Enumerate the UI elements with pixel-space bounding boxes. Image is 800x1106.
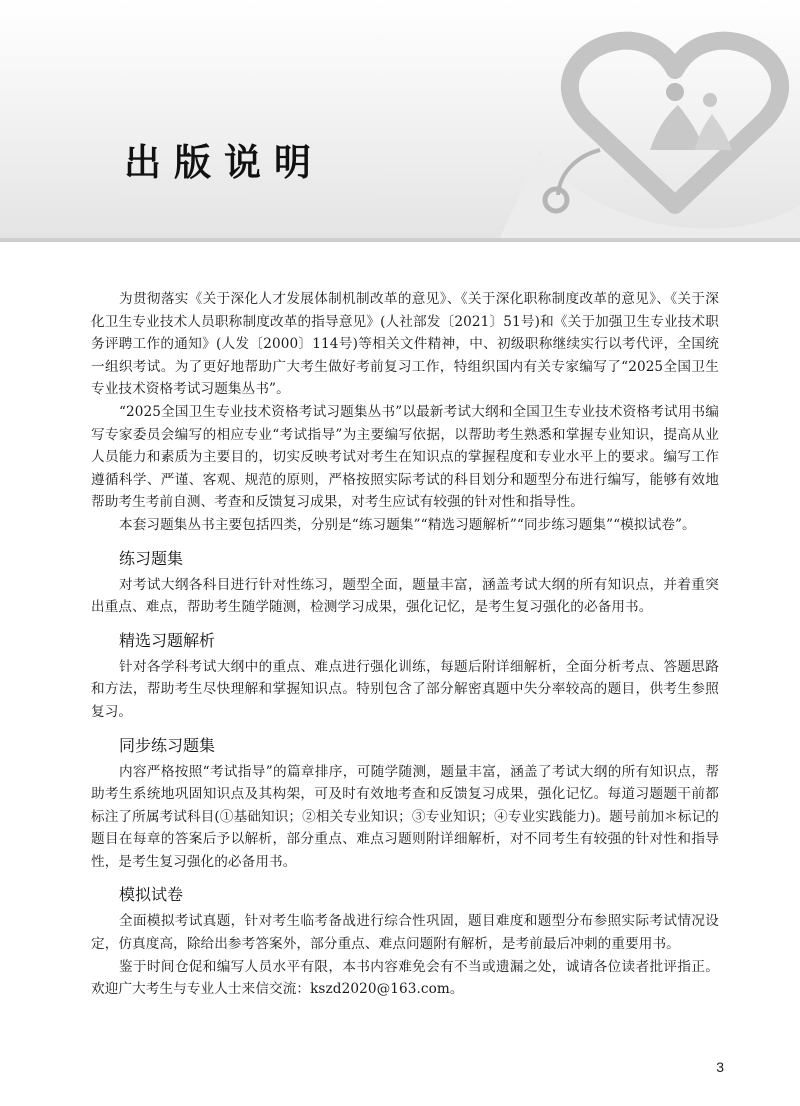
- section-text-sync: 内容严格按照“考试指导”的篇章排序，可随学随测，题量丰富，涵盖了考试大纲的所有知识点，帮助考生系统地巩固知识点及其构架，可及时有效地考查和反馈复习成果，强化记忆。每道习题题干前都标注了所属考试科目(①基础知识；②相关专业知识；③专业知识；④专业实践能力)。题号前加＊标记的题目在每章的答案后予以解析，部分重点、难点习题则附详细解析，对不同考生有较强的针对性和指导性，是考生复习强化的必备用书。: [91, 763, 719, 870]
- section-heading-practice: 练习题集: [119, 548, 184, 568]
- section-text-practice: 对考试大纲各科目进行针对性练习，题型全面，题量丰富，涵盖考试大纲的所有知识点，并着重突出重点、难点，帮助考生随学随测，检测学习成果，强化记忆，是考生复习强化的必备用书。: [91, 576, 719, 616]
- section-heading-analysis: 精选习题解析: [119, 630, 216, 650]
- intro-paragraph-1: 为贯彻落实《关于深化人才发展体制机制改革的意见》、《关于深化职称制度改革的意见》、《关于深化卫生专业技术人员职称制度改革的指导意见》(人社部发〔2021〕51号)和《关于加强卫生专业技术职务评聘工作的通知》(人发〔2000〕114号)等相关文件精神，中、初级职称继续实行以考代评，全国统一组织考试。为了更好地帮助广大考生做好考前复习工作，特组织国内有关专家编写了“2025全国卫生专业技术资格考试习题集丛书”。: [91, 291, 719, 398]
- section-heading-sync: 同步练习题集: [119, 735, 216, 755]
- document-body: [91, 288, 719, 1001]
- page-header: [0, 0, 800, 242]
- closing-paragraph: 鉴于时间仓促和编写人员水平有限，本书内容难免会有不当或遗漏之处，诚请各位读者批评指正。欢迎广大考生与专业人士来信交流：kszd2020@163.com。: [91, 958, 719, 998]
- intro-paragraph-3: 本套习题集丛书主要包括四类，分别是“练习题集”“精选习题解析”“同步练习题集”“模拟试卷”。: [119, 516, 696, 533]
- section-heading-mock: 模拟试卷: [119, 885, 184, 905]
- page-number: 3: [716, 1059, 724, 1075]
- heart-stethoscope-logo-icon: [500, 0, 800, 238]
- page-title: 出版说明: [124, 141, 324, 184]
- section-text-mock: 全面模拟考试真题，针对考生临考备战进行综合性巩固，题目难度和题型分布参照实际考试情况设定，仿真度高，除给出参考答案外，部分重点、难点问题附有解析，是考前最后冲刺的重要用书。: [91, 913, 719, 953]
- section-text-analysis: 针对各学科考试大纲中的重点、难点进行强化训练，每题后附详细解析，全面分析考点、答题思路和方法，帮助考生尽快理解和掌握知识点。特别包含了部分解密真题中失分率较高的题目，供考生参照复习。: [91, 658, 719, 720]
- intro-paragraph-2: “2025全国卫生专业技术资格考试习题集丛书”以最新考试大纲和全国卫生专业技术资格考试用书编写专家委员会编写的相应专业“考试指导”为主要编写依据，以帮助考生熟悉和掌握专业知识，提高从业人员能力和素质为主要目的，切实反映考试对考生在知识点的掌握程度和专业水平上的要求。编写工作遵循科学、严谨、客观、规范的原则，严格按照实际考试的科目划分和题型分布进行编写，能够有效地帮助考生考前自测、考查和反馈复习成果，对考生应试有较强的针对性和指导性。: [91, 403, 719, 511]
